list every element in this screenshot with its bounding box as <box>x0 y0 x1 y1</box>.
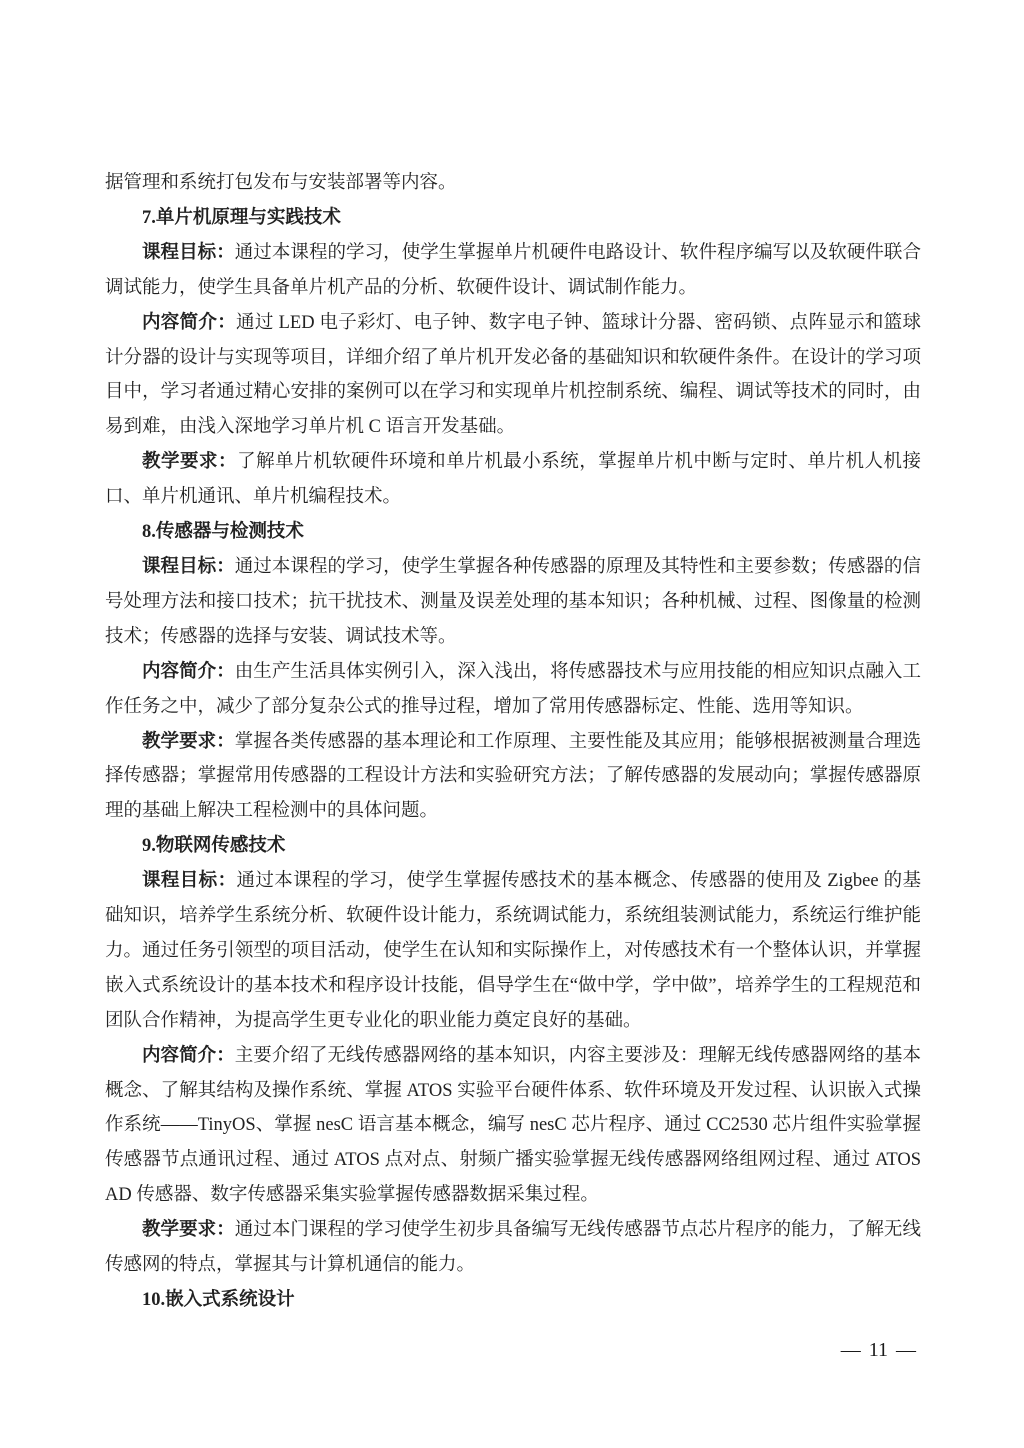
page-footer <box>841 1339 916 1362</box>
footer-dash-left: — <box>840 1339 861 1361</box>
paragraph-lead: 课程目标： <box>142 242 235 263</box>
paragraph-teaching-req-9 <box>105 1213 921 1283</box>
paragraph-course-goal-9 <box>105 864 921 1039</box>
paragraph-lead: 教学要求： <box>142 1220 235 1241</box>
page-number: 11 <box>868 1339 888 1361</box>
section-heading-9: 9.物联网传感技术 <box>142 836 286 857</box>
paragraph-continuation: 据管理和系统打包发布与安装部署等内容。 <box>105 173 457 193</box>
paragraph-text: 掌握各类传感器的基本理论和工作原理、主要性能及其应用；能够根据被测量合理选择传感器；掌握常用传感器的工程设计方法和实验研究方法；了解传感器的发展动向；掌握传感器原理的基础上解决工程检测中的具体问题。 <box>105 731 921 822</box>
paragraph-course-intro-9 <box>105 1039 921 1214</box>
paragraph-text: 通过本课程的学习，使学生掌握传感技术的基本概念、传感器的使用及 Zigbee 的基础知识，培养学生系统分析、软硬件设计能力，系统调试能力，系统组装测试能力，系统运行维护能力。通过任务引领型的项目活动，使学生在认知和实际操作上，对传感技术有一个整体认识，并掌握嵌入式系统设计的基本技术和程序设计技能，倡导学生在“做中学，学中做”，培养学生的工程规范和团队合作精神，为提高学生更专业化的职业能力奠定良好的基础。 <box>105 871 921 1031</box>
paragraph-course-goal-7 <box>105 236 921 306</box>
section-heading-7: 7.单片机原理与实践技术 <box>142 207 341 228</box>
paragraph-course-intro-7 <box>105 306 921 446</box>
paragraph-text: 通过 LED 电子彩灯、电子钟、数字电子钟、篮球计分器、密码锁、点阵显示和篮球计分器的设计与实现等项目，详细介绍了单片机开发必备的基础知识和软硬件条件。在设计的学习项目中，学习者通过精心安排的案例可以在学习和实现单片机控制系统、编程、调试等技术的同时，由易到难，由浅入深地学习单片机 C 语言开发基础。 <box>105 312 921 438</box>
paragraph-text: 通过本课程的学习，使学生掌握单片机硬件电路设计、软件程序编写以及软硬件联合调试能力，使学生具备单片机产品的分析、软硬件设计、调试制作能力。 <box>105 242 921 298</box>
paragraph-text: 通过本课程的学习，使学生掌握各种传感器的原理及其特性和主要参数；传感器的信号处理方法和接口技术；抗干扰技术、测量及误差处理的基本知识；各种机械、过程、图像量的检测技术；传感器的选择与安装、调试技术等。 <box>105 556 921 647</box>
paragraph-lead: 内容简介： <box>142 1045 235 1066</box>
document-content <box>105 166 921 1318</box>
paragraph-course-goal-8 <box>105 550 921 655</box>
paragraph-text: 通过本门课程的学习使学生初步具备编写无线传感器节点芯片程序的能力，了解无线传感网的特点，掌握其与计算机通信的能力。 <box>105 1220 921 1276</box>
section-heading-10: 10.嵌入式系统设计 <box>142 1290 295 1310</box>
paragraph-text: 由生产生活具体实例引入，深入浅出，将传感器技术与应用技能的相应知识点融入工作任务之中，减少了部分复杂公式的推导过程，增加了常用传感器标定、性能、选用等知识。 <box>105 661 921 717</box>
paragraph-lead: 内容简介： <box>142 661 235 682</box>
paragraph-course-intro-8 <box>105 655 921 725</box>
paragraph-lead: 课程目标： <box>142 556 235 577</box>
paragraph-teaching-req-8 <box>105 725 921 830</box>
paragraph-lead: 教学要求： <box>142 452 238 473</box>
footer-dash-right: — <box>896 1339 916 1361</box>
paragraph-lead: 内容简介： <box>142 312 237 333</box>
section-heading-8: 8.传感器与检测技术 <box>142 522 304 543</box>
paragraph-lead: 课程目标： <box>142 871 237 892</box>
paragraph-lead: 教学要求： <box>142 731 235 752</box>
paragraph-text: 主要介绍了无线传感器网络的基本知识，内容主要涉及：理解无线传感器网络的基本概念、了解其结构及操作系统、掌握 ATOS 实验平台硬件体系、软件环境及开发过程、认识嵌入式操作系统——TinyOS、掌握 nesC 语言基本概念，编写 nesC 芯片程序、通过 CC2530 芯片组件实验掌握传感器节点通讯过程、通过 ATOS 点对点、射频广播实验掌握无线传感器网络组网过程、通过 ATOS AD 传感器、数字传感器采集实验掌握传感器数据采集过程。 <box>105 1045 921 1206</box>
paragraph-teaching-req-7 <box>105 445 921 515</box>
paragraph-text: 了解单片机软硬件环境和单片机最小系统，掌握单片机中断与定时、单片机人机接口、单片机通讯、单片机编程技术。 <box>105 452 921 508</box>
